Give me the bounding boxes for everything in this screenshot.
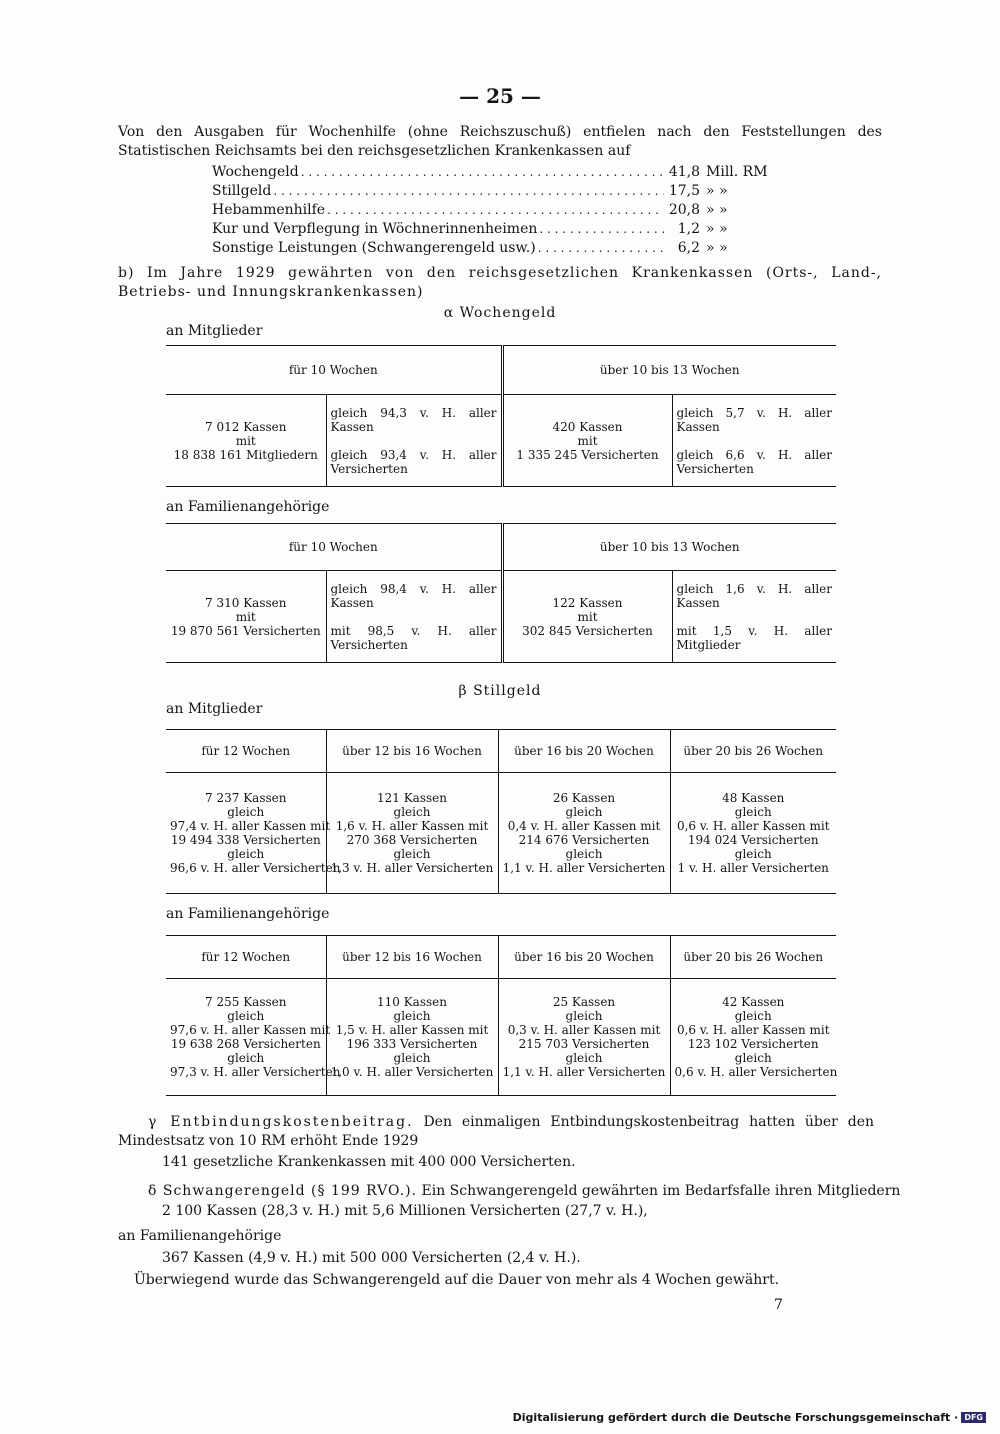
beta-members-label: an Mitglieder bbox=[166, 701, 263, 717]
expense-unit: » » bbox=[706, 240, 728, 256]
digitization-footer bbox=[513, 1411, 986, 1424]
expense-label: Hebammenhilfe bbox=[212, 202, 326, 218]
intro-paragraph: Von den Ausgaben für Wochenhilfe (ohne Reichszuschuß) entfielen nach den Feststellungen des Statistischen Reichsamts bei den reichsgesetzlichen Krankenkassen auf bbox=[118, 124, 882, 159]
table-cell: 42 Kassen gleich 0,6 v. H. aller Kassen mit 123 102 Versicherten gleich 0,6 v. H. aller Versicherten bbox=[674, 995, 838, 1079]
expense-value: 1,2 bbox=[677, 221, 700, 237]
wochengeld-family-table bbox=[166, 523, 836, 663]
alpha-members-label: an Mitglieder bbox=[166, 323, 263, 339]
page-number: — 25 — bbox=[459, 84, 541, 108]
table-cell: gleich 1,6 v. H. aller Kassen mit 1,5 v. H. aller Mitglieder bbox=[676, 581, 833, 652]
gamma-paragraph bbox=[118, 1113, 874, 1151]
expense-list bbox=[212, 163, 798, 258]
table-header: über 16 bis 20 Wochen bbox=[498, 730, 670, 773]
expense-label: Wochengeld bbox=[212, 164, 299, 180]
expense-value: 41,8 bbox=[668, 164, 700, 180]
stillgeld-family-table bbox=[166, 935, 836, 1096]
footer-text: Digitalisierung gefördert durch die Deutsche Forschungsgemeinschaft · bbox=[512, 1411, 959, 1424]
table-cell: 26 Kassen gleich 0,4 v. H. aller Kassen mit 214 676 Versicherten gleich 1,1 v. H. aller Versicherten bbox=[498, 773, 670, 894]
expense-row bbox=[212, 163, 798, 182]
delta-paragraph bbox=[148, 1182, 900, 1201]
delta-text: Ein Schwangerengeld gewährten im Bedarfsfalle ihren Mitgliedern bbox=[421, 1183, 901, 1199]
expense-label: Sonstige Leistungen (Schwangerengeld usw.) bbox=[212, 240, 536, 256]
table-cell: 25 Kassen gleich 0,3 v. H. aller Kassen mit 215 703 Versicherten gleich 1,1 v. H. aller Versicherten bbox=[498, 979, 670, 1096]
beta-family-label: an Familienangehörige bbox=[166, 906, 330, 922]
table-cell: 7 237 Kassen gleich 97,4 v. H. aller Kassen mit 19 494 338 Versicherten gleich 96,6 v. H. aller Versicherten bbox=[166, 773, 326, 894]
table-header: für 10 Wochen bbox=[166, 346, 502, 395]
table-header: für 12 Wochen bbox=[166, 730, 326, 773]
table-header: über 10 bis 13 Wochen bbox=[502, 346, 836, 395]
beta-title: β Stillgeld bbox=[458, 683, 542, 699]
delta-closing: Überwiegend wurde das Schwangerengeld auf die Dauer von mehr als 4 Wochen gewährt. bbox=[134, 1272, 780, 1288]
expense-unit: » » bbox=[706, 221, 728, 237]
section-b-paragraph: b) Im Jahre 1929 gewährten von den reichsgesetzlichen Krankenkassen (Orts-, Land-, Betriebs- und Innungskrankenkassen) bbox=[118, 265, 882, 300]
table-cell: 121 Kassen gleich 1,6 v. H. aller Kassen mit 270 368 Versicherten gleich 1,3 v. H. aller Versicherten bbox=[326, 773, 498, 894]
gamma-line: 141 gesetzliche Krankenkassen mit 400 000 Versicherten. bbox=[162, 1154, 576, 1170]
leader-dots bbox=[271, 182, 664, 201]
leader-dots bbox=[325, 201, 664, 220]
expense-row bbox=[212, 182, 798, 201]
table-cell: 48 Kassen gleich 0,6 v. H. aller Kassen mit 194 024 Versicherten gleich 1 v. H. aller Versicherten bbox=[676, 791, 830, 875]
delta-heading: δ Schwangerengeld (§ 199 RVO.). bbox=[148, 1183, 418, 1199]
expense-value: 6,2 bbox=[677, 240, 700, 256]
table-header: über 16 bis 20 Wochen bbox=[498, 936, 670, 979]
table-cell: gleich 94,3 v. H. aller Kassen gleich 93,4 v. H. aller Versicherten bbox=[326, 395, 502, 487]
table-cell: 7 310 Kassen mit 19 870 561 Versicherten bbox=[166, 571, 326, 663]
table-header: für 12 Wochen bbox=[166, 936, 326, 979]
expense-row bbox=[212, 239, 798, 258]
expense-label: Stillgeld bbox=[212, 183, 272, 199]
sheet-mark: 7 bbox=[774, 1297, 783, 1313]
expense-value: 17,5 bbox=[668, 183, 700, 199]
delta-line1: 2 100 Kassen (28,3 v. H.) mit 5,6 Millionen Versicherten (27,7 v. H.), bbox=[162, 1203, 648, 1219]
expense-value: 20,8 bbox=[668, 202, 700, 218]
expense-unit: Mill. RM bbox=[706, 164, 768, 180]
table-header: über 20 bis 26 Wochen bbox=[670, 936, 836, 979]
table-header: über 12 bis 16 Wochen bbox=[326, 936, 498, 979]
delta-family-label: an Familienangehörige bbox=[118, 1228, 282, 1244]
expense-row bbox=[212, 201, 798, 220]
stillgeld-members-table bbox=[166, 729, 836, 894]
table-cell: 7 012 Kassen mit 18 838 161 Mitgliedern bbox=[166, 395, 326, 487]
alpha-title: α Wochengeld bbox=[443, 305, 557, 321]
table-cell: 122 Kassen mit 302 845 Versicherten bbox=[502, 571, 672, 663]
table-header: für 10 Wochen bbox=[166, 524, 502, 571]
table-cell: 7 255 Kassen gleich 97,6 v. H. aller Kassen mit 19 638 268 Versicherten gleich 97,3 v. H. aller Versicherten bbox=[166, 979, 326, 1096]
leader-dots bbox=[299, 163, 664, 182]
expense-unit: » » bbox=[706, 183, 728, 199]
gamma-text: Den einmaligen Entbindungskostenbeitrag hatten über den Mindestsatz von 10 RM erhöht Ende 1929 bbox=[118, 1114, 874, 1149]
table-cell: gleich 5,7 v. H. aller Kassen gleich 6,6 v. H. aller Versicherten bbox=[676, 405, 833, 476]
table-cell: 110 Kassen gleich 1,5 v. H. aller Kassen mit 196 333 Versicherten gleich 1,0 v. H. aller Versicherten bbox=[326, 979, 498, 1096]
delta-line2: 367 Kassen (4,9 v. H.) mit 500 000 Versicherten (2,4 v. H.). bbox=[162, 1250, 581, 1266]
alpha-family-label: an Familienangehörige bbox=[166, 499, 330, 515]
table-cell: 420 Kassen mit 1 335 245 Versicherten bbox=[502, 395, 672, 487]
dfg-logo: DFG bbox=[961, 1412, 986, 1423]
expense-label: Kur und Verpflegung in Wöchnerinnenheimen bbox=[212, 221, 538, 237]
leader-dots bbox=[537, 220, 664, 239]
table-cell: gleich 98,4 v. H. aller Kassen mit 98,5 v. H. aller Versicherten bbox=[326, 571, 502, 663]
table-header: über 10 bis 13 Wochen bbox=[502, 524, 836, 571]
leader-dots bbox=[536, 239, 664, 258]
wochengeld-members-table bbox=[166, 345, 836, 487]
table-header: über 12 bis 16 Wochen bbox=[326, 730, 498, 773]
gamma-heading: γ Entbindungskostenbeitrag. bbox=[148, 1114, 414, 1130]
table-header: über 20 bis 26 Wochen bbox=[670, 730, 836, 773]
expense-unit: » » bbox=[706, 202, 728, 218]
expense-row bbox=[212, 220, 798, 239]
